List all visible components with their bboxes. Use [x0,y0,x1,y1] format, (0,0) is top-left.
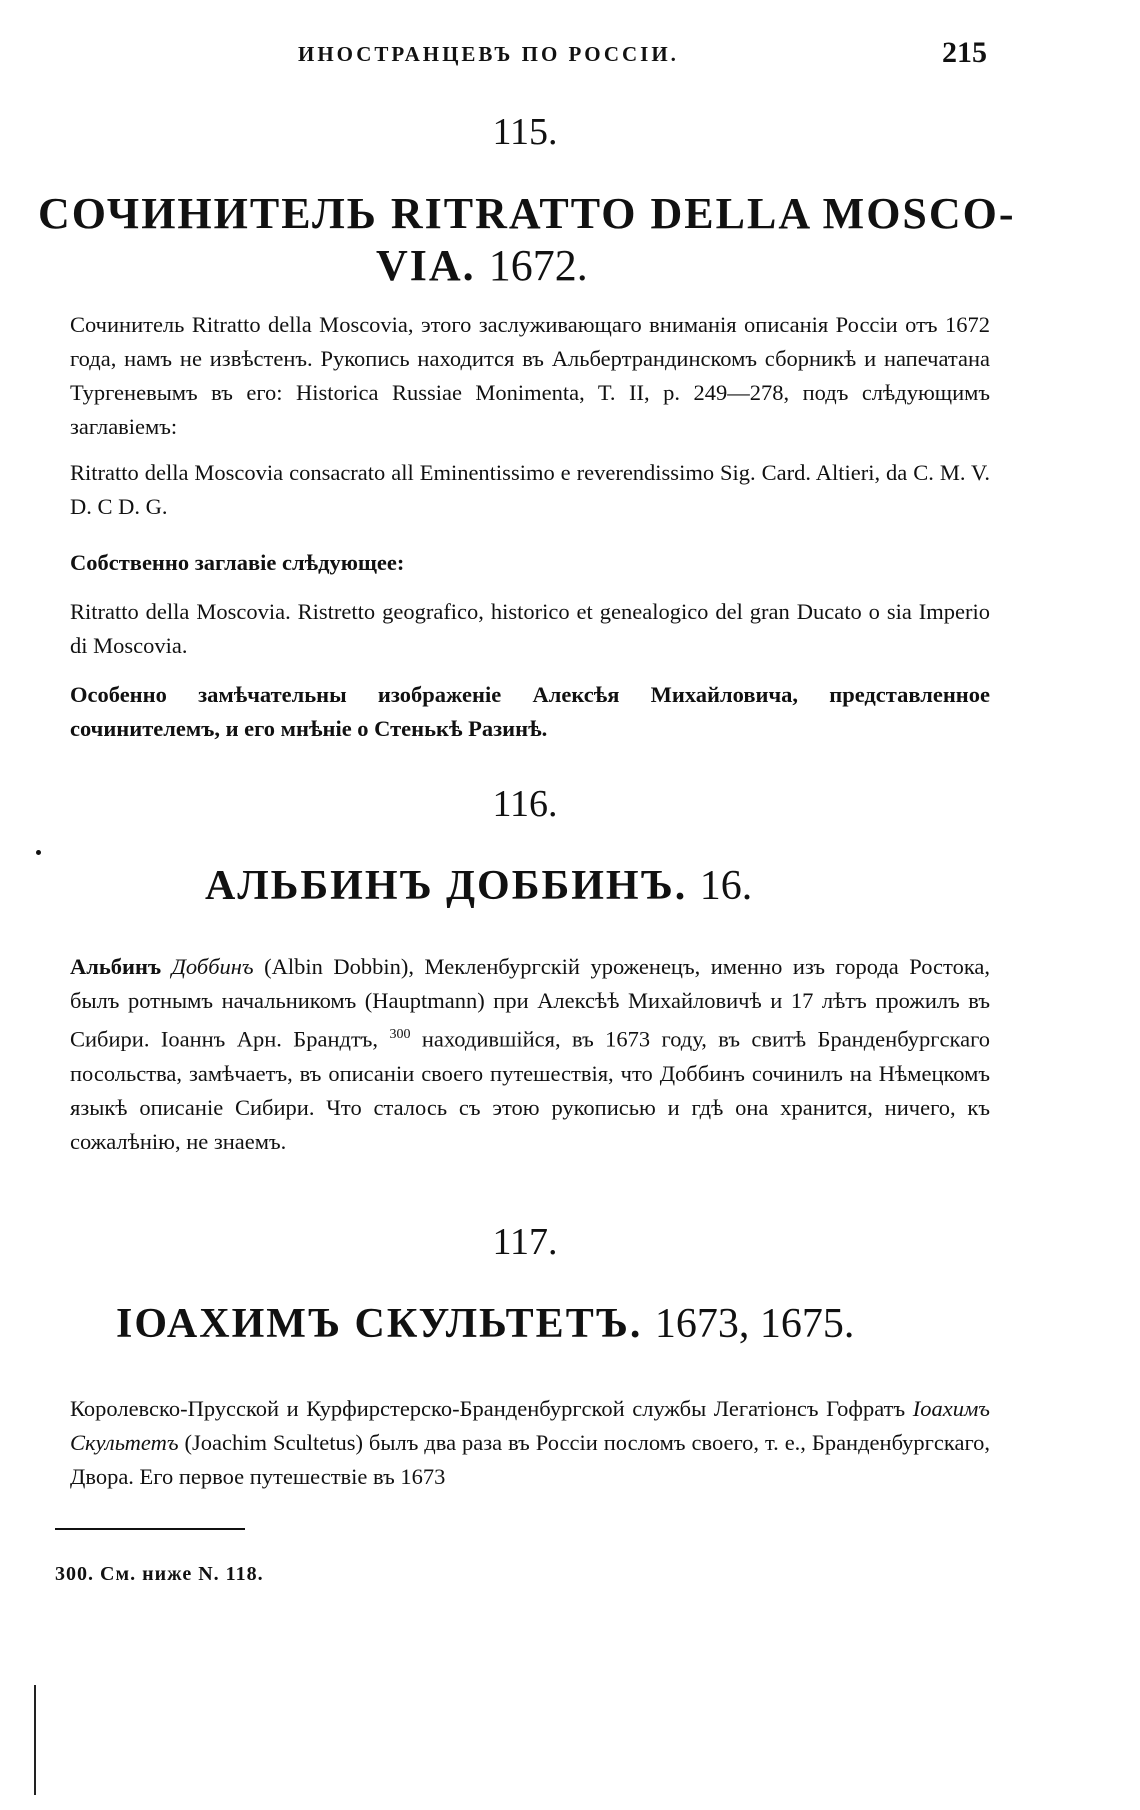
paragraph-115-subtitle-label: Собственно заглавіе слѣдующее: [70,550,405,575]
heading-date: 1672. [488,241,588,290]
heading-date: 16. [699,863,753,909]
author-first-name: Альбинъ [70,954,162,979]
margin-dot [36,850,41,855]
paragraph-text-a: (Albin Dobbin), Мекленбургскій уроженецъ, именно изъ города Ростока, былъ ротнымъ начальникомъ (Hauptmann) при Алексѣѣ Михайловичѣ и 17 лѣтъ прожилъ въ Сибири. Іоаннъ Арн. Брандтъ, [70,954,991,1052]
footnote-300: 300. См. ниже N. 118. [55,1563,264,1585]
paragraph-text-b: находившійся, въ 1673 году, въ свитѣ Бранденбургскаго посольства, замѣчаетъ, въ описаніи своего путешествія, что Доббинъ сочинилъ на Нѣмецкомъ языкѣ описаніе Сибири. Что сталось съ этою рукописью и гдѣ она хранится, ничего, къ сожалѣнію, не знаемъ. [70,1026,990,1154]
heading-text: АЛЬБИНЪ ДОББИНЪ. [205,863,688,909]
paragraph-text-a: Королевско-Прусской и Курфирстерско-Бранденбургской службы Легатіонсъ Гофратъ [70,1396,906,1421]
paragraph-115-title-italian: Ritratto della Moscovia consacrato all Eminentissimo e reverendissimo Sig. Card. Altieri, da C. M. V. D. C D. G. [70,460,990,519]
section-heading-116 [205,862,752,910]
paragraph-117 [70,1392,990,1494]
paragraph-115-intro: Сочинитель Ritratto della Moscovia, этого заслуживающаго вниманія описанія Россіи отъ 1672 года, намъ не извѣстенъ. Рукопись находится въ Альбертрандинскомъ сборникѣ и напечатана Тургеневымъ въ его: Historica Russiae Monimenta, T. II, p. 249—278, подъ слѣдующимъ заглавіемъ: [70,312,990,439]
author-surname: Доббинъ [171,954,254,979]
footnote-rule [55,1528,245,1530]
paragraph-text-b: (Joachim Scultetus) былъ два раза въ Россіи посломъ своего, т. е., Бранденбургскаго, Двора. Его первое путешествіе въ 1673 [70,1430,990,1489]
running-title: ИНОСТРАНЦЕВЪ ПО РОССІИ. [298,42,679,66]
heading-text: ІОАХИМЪ СКУЛЬТЕТЪ. [116,1301,643,1347]
section-heading-115-line2 [376,240,588,291]
page-number: 215 [942,36,987,69]
section-heading-115-line1 [38,188,1016,239]
person-name: Іоахимъ Скультетъ [70,1396,990,1455]
heading-text: VIA. [376,241,476,290]
footnote-ref: 300 [389,1027,411,1042]
paragraph-116 [70,950,990,1159]
section-heading-117 [116,1300,854,1348]
section-number-117: 117. [492,1221,558,1263]
paragraph-115-full-title: Ritratto della Moscovia. Ristretto geografico, historico et genealogico del gran Ducato o sia Imperio di Moscovia. [70,599,990,658]
heading-text: СОЧИНИТЕЛЬ RITRATTO DELLA MOSCO- [38,189,1016,238]
page-edge-mark [34,1685,36,1795]
heading-date: 1673, 1675. [654,1301,855,1347]
section-number-115: 115. [492,111,558,153]
section-number-116: 116. [492,783,558,825]
paragraph-115-note: Особенно замѣчательны изображеніе Алексѣя Михайловича, представленное сочинителемъ, и его мнѣніе о Стенькѣ Разинѣ. [70,682,990,741]
